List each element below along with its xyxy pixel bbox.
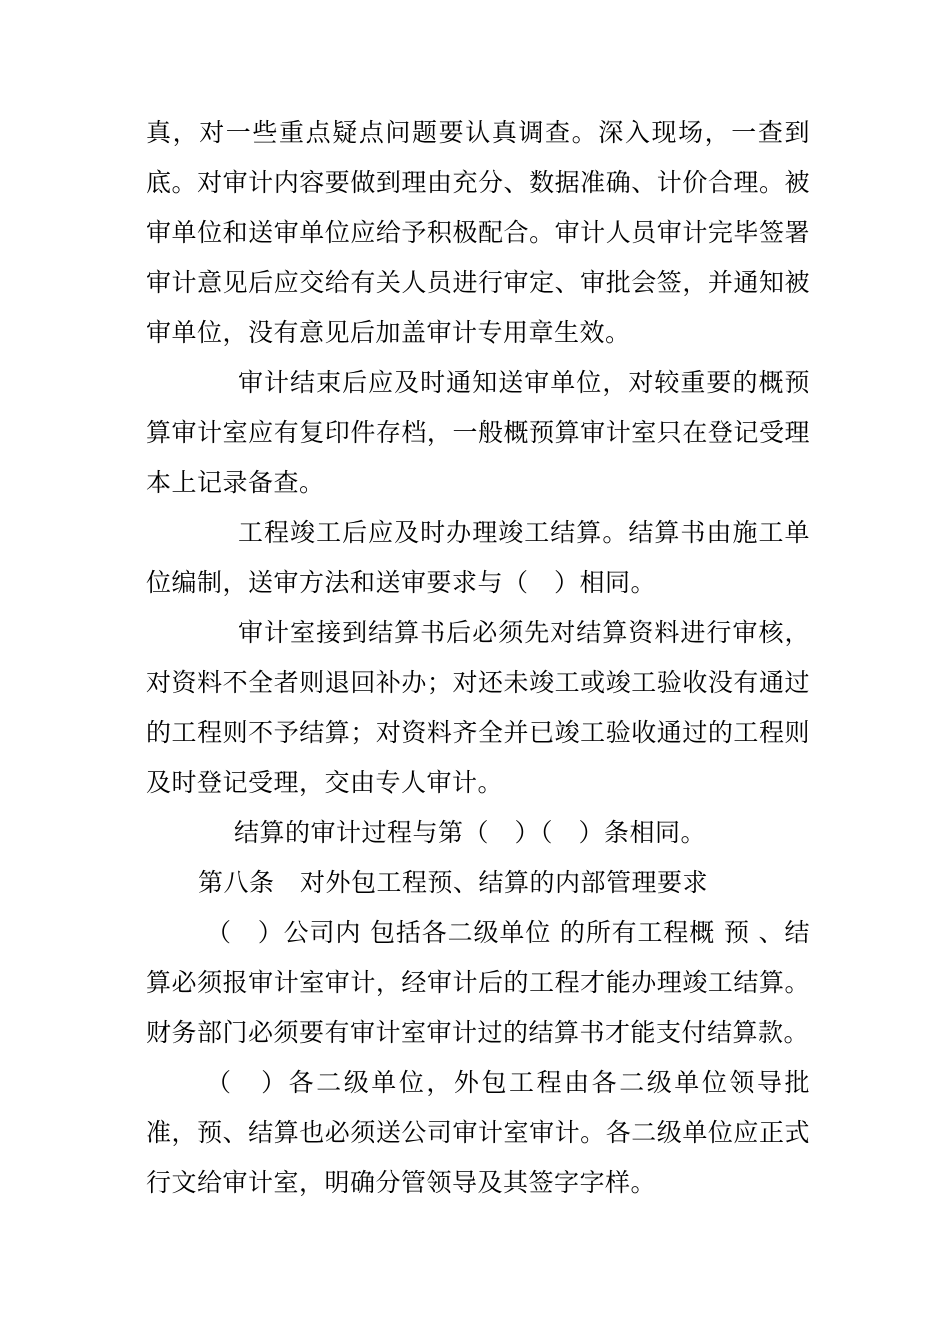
paragraph-audit-procedure: 真，对一些重点疑点问题要认真调查。深入现场，一查到底。对审计内容要做到理由充分、数据准确、计价合理。被审单位和送审单位应给予积极配合。审计人员审计完毕签署审计意见后应交给有关人员进行审定、审批会签，并通知被审单位，没有意见后加盖审计专用章生效。 (146, 118, 810, 347)
paragraph-company-projects: （ ）公司内 包括各二级单位 的所有工程概 预 、结算必须报审计室审计，经审计后的工程才能办理竣工结算。财务部门必须要有审计室审计过的结算书才能支付结算款。 (146, 918, 810, 1047)
document-body (146, 108, 810, 1208)
paragraph-settlement-review: 审计室接到结算书后必须先对结算资料进行审核，对资料不全者则退回补办；对还未竣工或竣工验收没有通过的工程则不予结算；对资料齐全并已竣工验收通过的工程则及时登记受理，交由专人审计。 (146, 618, 810, 797)
paragraph-completion-settlement: 工程竣工后应及时办理竣工结算。结算书由施工单位编制，送审方法和送审要求与（ ）相同。 (146, 518, 810, 597)
article-eight-heading: 第八条 对外包工程预、结算的内部管理要求 (198, 868, 709, 897)
paragraph-secondary-units: （ ）各二级单位，外包工程由各二级单位领导批准，预、结算也必须送公司审计室审计。各二级单位应正式行文给审计室，明确分管领导及其签字字样。 (146, 1068, 810, 1197)
paragraph-audit-notification: 审计结束后应及时通知送审单位，对较重要的概预算审计室应有复印件存档，一般概预算审计室只在登记受理本上记录备查。 (146, 368, 810, 497)
paragraph-settlement-process: 结算的审计过程与第（ ）（ ）条相同。 (234, 818, 707, 847)
